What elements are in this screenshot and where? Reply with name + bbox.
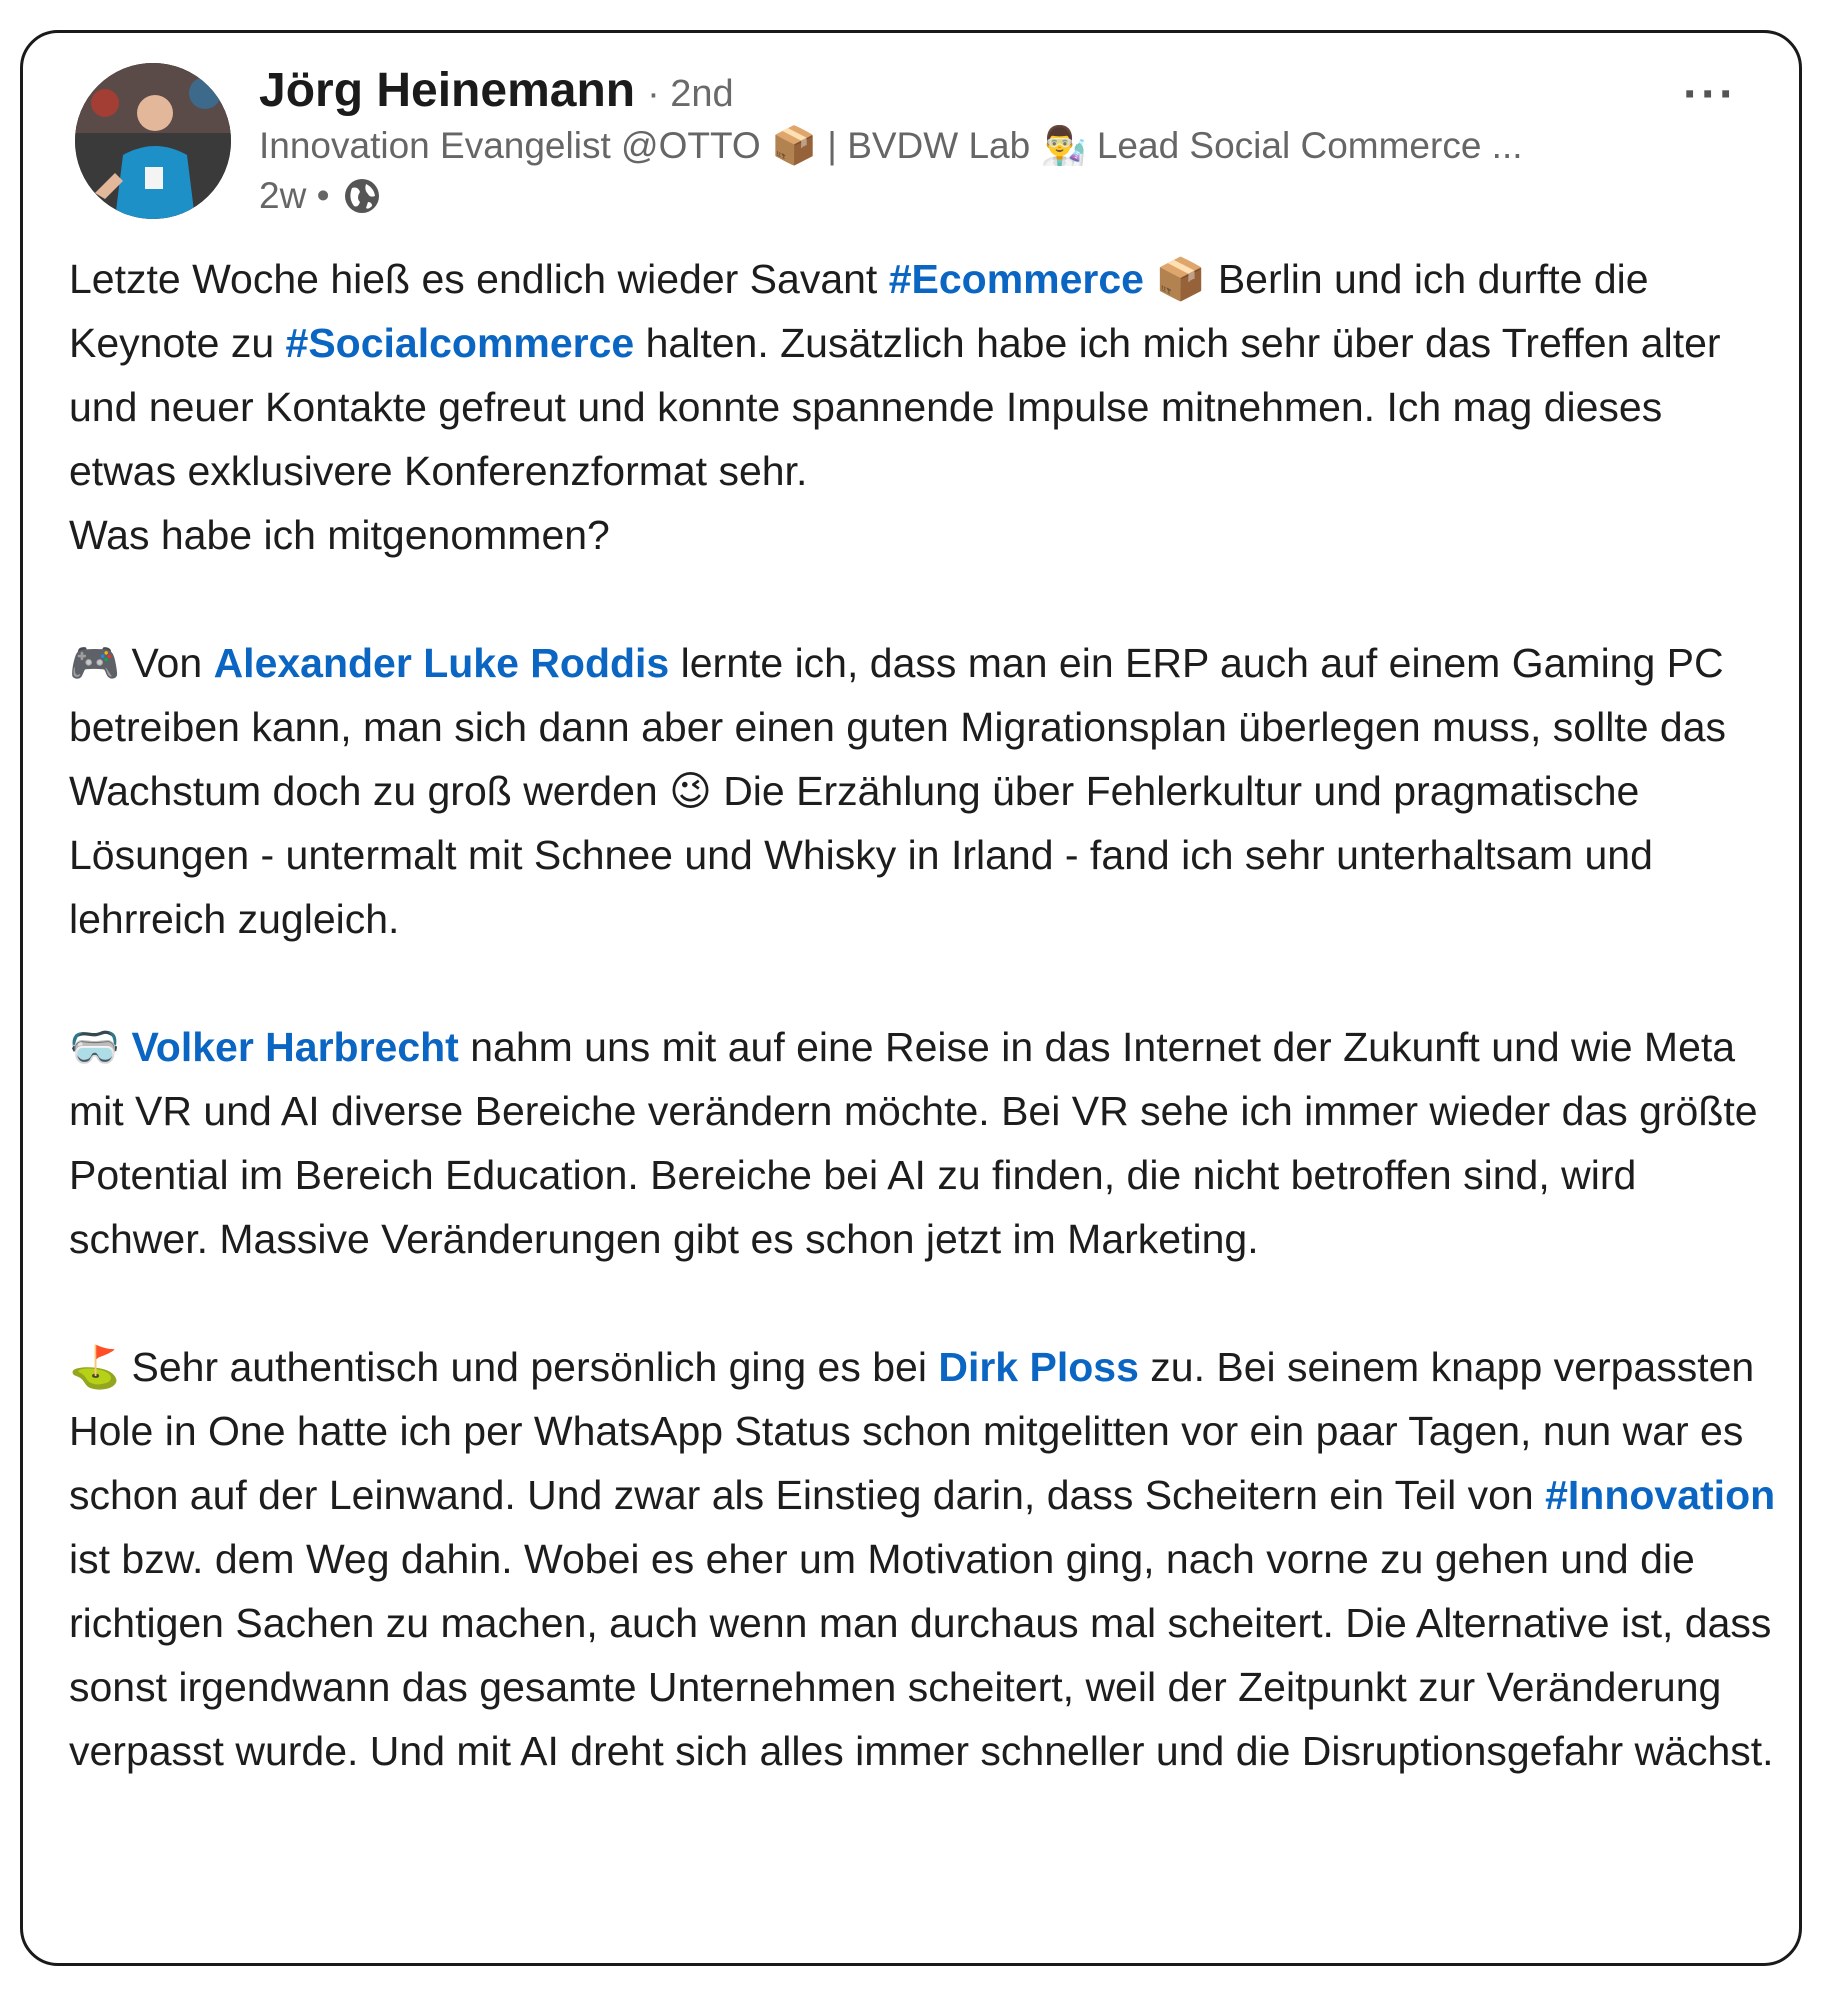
post-card (20, 30, 1802, 1966)
goggles-icon: 🥽 (69, 1024, 121, 1070)
hashtag-innovation[interactable]: #Innovation (1545, 1472, 1776, 1518)
post-body (69, 247, 1779, 1783)
post-text: Was habe ich mitgenommen? (69, 512, 610, 558)
post-text: lernte ich, dass man ein ERP auch auf einem Gaming PC betreiben kann, man sich dann aber einen guten Migrationsplan überlegen muss, sollte das Wachstum doch zu groß werden 😉 Die Erzählung über Fehlerkultur und pragmatische Lösungen - untermalt mit Schnee und Whisky in Irland - fand ich sehr unterhaltsam und lehrreich zugleich. (69, 640, 1726, 942)
globe-icon (342, 176, 382, 216)
post-text: Von (131, 640, 214, 686)
post-meta (259, 175, 382, 217)
author-name-row (259, 63, 734, 118)
post-text: Sehr authentisch und persönlich ging es bei (131, 1344, 939, 1390)
golf-flag-icon: ⛳ (69, 1344, 121, 1390)
post-text: Letzte Woche hieß es endlich wieder Savant (69, 256, 889, 302)
hashtag-socialcommerce[interactable]: #Socialcommerce (285, 320, 635, 366)
paragraph-3 (69, 1015, 1779, 1271)
post-text: 📦 Berlin und ich durfte die Keynote zu (69, 256, 1649, 366)
post-text: zu. Bei seinem knapp verpassten Hole in One hatte ich per WhatsApp Status schon mitgelitten vor ein paar Tagen, nun war es schon auf der Leinwand. Und zwar als Einstieg darin, dass Scheitern ein Teil von (69, 1344, 1755, 1518)
mention-volker-harbrecht[interactable]: Volker Harbrecht (131, 1024, 459, 1070)
paragraph-4 (69, 1335, 1779, 1783)
author-name[interactable]: Jörg Heinemann (259, 64, 636, 117)
mention-alexander-luke-roddis[interactable]: Alexander Luke Roddis (213, 640, 670, 686)
post-text: ist bzw. dem Weg dahin. Wobei es eher um Motivation ging, nach vorne zu gehen und die richtigen Sachen zu machen, auch wenn man durchaus mal scheitert. Die Alternative ist, dass sonst irgendwann das gesamte Unternehmen scheitert, weil der Zeitpunkt zur Veränderung verpasst wurde. Und mit AI dreht sich alles immer schneller und die Disruptionsgefahr wächst. (69, 1536, 1774, 1774)
connection-degree: · 2nd (647, 73, 734, 115)
paragraph-1 (69, 247, 1779, 567)
mention-dirk-ploss[interactable]: Dirk Ploss (938, 1344, 1139, 1390)
post-text: nahm uns mit auf eine Reise in das Internet der Zukunft und wie Meta mit VR und AI diverse Bereiche verändern möchte. Bei VR sehe ich immer wieder das größte Potential im Bereich Education. Bereiche bei AI zu finden, die nicht betroffen sind, wird schwer. Massive Veränderungen gibt es schon jetzt im Marketing. (69, 1024, 1758, 1262)
hashtag-ecommerce[interactable]: #Ecommerce (888, 256, 1144, 302)
post-text: halten. Zusätzlich habe ich mich sehr über das Treffen alter und neuer Kontakte gefreut und konnte spannende Impulse mitnehmen. Ich mag dieses etwas exklusivere Konferenzformat sehr. (69, 320, 1721, 494)
avatar[interactable] (75, 63, 231, 219)
post-time: 2w • (259, 175, 330, 216)
author-headline: Innovation Evangelist @OTTO 📦 | BVDW Lab 👨‍🔬 Lead Social Commerce ... (259, 125, 1523, 166)
paragraph-2 (69, 631, 1779, 951)
game-controller-icon: 🎮 (69, 640, 121, 686)
more-options-button[interactable]: ··· (1683, 68, 1737, 121)
